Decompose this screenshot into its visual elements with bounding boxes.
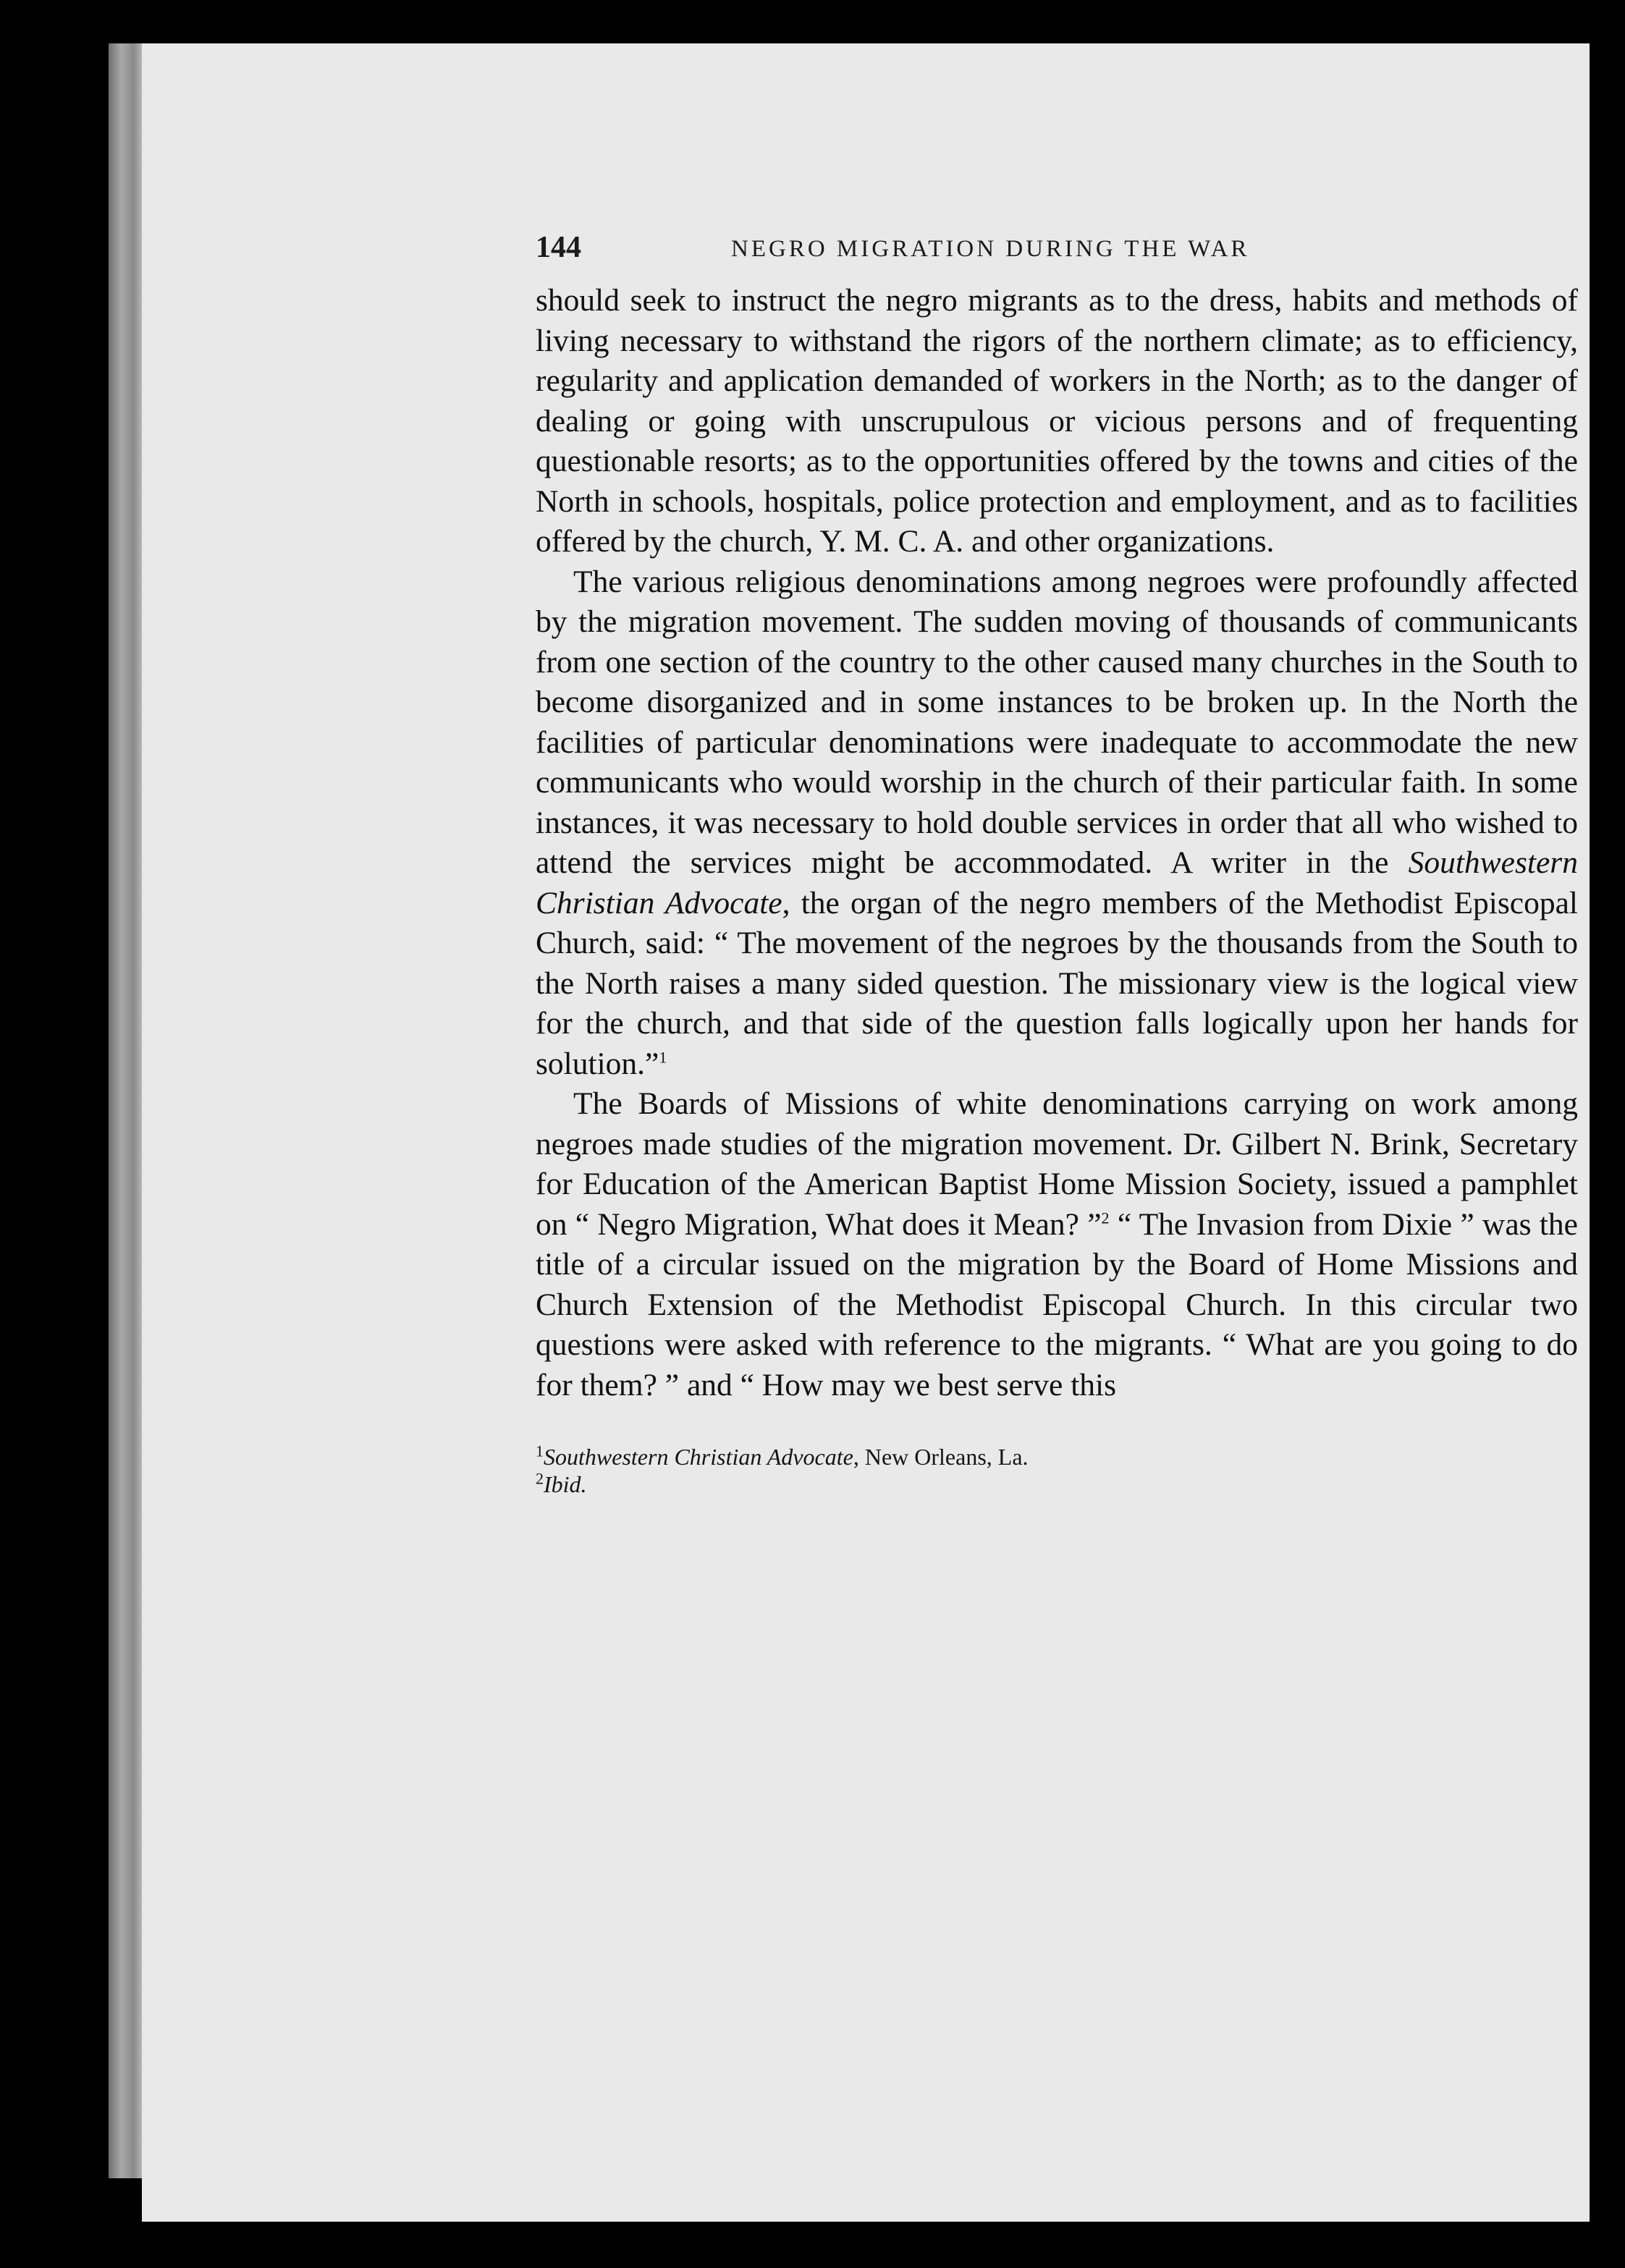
book-spine-edge (109, 43, 145, 2178)
running-head (536, 230, 1578, 281)
footnote-marker-1: 1 (536, 1442, 544, 1460)
paragraph-3-text-a: The Boards of Missions of white denominations carrying on work among negroes made studies of the migration movement. Dr. Gilbert N. Brink, Secretary for Education of the American Baptist Home Mission Society, issued a pamphlet on “ Negro Migration, What does it Mean? ” (536, 1086, 1578, 1242)
footnotes (536, 1443, 1578, 1498)
page-number: 144 (536, 231, 581, 264)
book-page (142, 43, 1590, 2222)
periodical-title: Southwestern Christian Advocate (536, 845, 1578, 921)
paragraph-3 (536, 1084, 1578, 1405)
footnote-2-source: Ibid. (544, 1471, 587, 1497)
paragraph-2-text-b: , the organ of the negro members of the Methodist Episcopal Church, said: “ The movement of the negroes by the thousands from the South to the North raises a many sided question. The missionary view is the logical view for the church, and that side of the question falls logically upon her hands for solution.” (536, 885, 1579, 1081)
paragraph-1-text: should seek to instruct the negro migrants as to the dress, habits and methods of living necessary to withstand the rigors of the northern climate; as to efficiency, regularity and application demanded of workers in the North; as to the danger of dealing or going with unscrupulous or vicious persons and of frequenting questionable resorts; as to the opportunities offered by the towns and cities of the North in schools, hospitals, police protection and employment, and as to facilities offered by the church, Y. M. C. A. and other organizations. (536, 283, 1578, 559)
paragraph-2-text-a: The various religious denominations among negroes were profoundly affected by the migration movement. The sudden moving of thousands of communicants from one section of the country to the other caused many churches in the South to become disorganized and in some instances to be broken up. In the North the facilities of particular denominations were inadequate to accommodate the new communicants who would worship in the church of their particular faith. In some instances, it was necessary to hold double services in order that all who wished to attend the services might be accommodated. A writer in the (536, 564, 1578, 880)
running-title: NEGRO MIGRATION DURING THE WAR (731, 236, 1250, 262)
paragraph-2 (536, 562, 1578, 1085)
paragraph-1 (536, 281, 1578, 562)
body-text (536, 281, 1578, 1405)
page-content (536, 230, 1578, 1498)
footnote-2 (536, 1471, 1578, 1498)
footnote-1 (536, 1443, 1578, 1471)
footnote-1-rest: , New Orleans, La. (853, 1444, 1029, 1470)
footnote-ref-2: 2 (1101, 1209, 1110, 1227)
footnote-marker-2: 2 (536, 1469, 544, 1488)
footnote-1-source: Southwestern Christian Advocate (544, 1444, 853, 1470)
paragraph-3-text-b: “ The Invasion from Dixie ” was the title of a circular issued on the migration by the Board of Home Missions and Church Extension of the Methodist Episcopal Church. In this circular two questions were asked with reference to the migrants. “ What are you going to do for them? ” and “ How may we best serve this (536, 1206, 1578, 1402)
footnote-ref-1: 1 (659, 1048, 667, 1066)
